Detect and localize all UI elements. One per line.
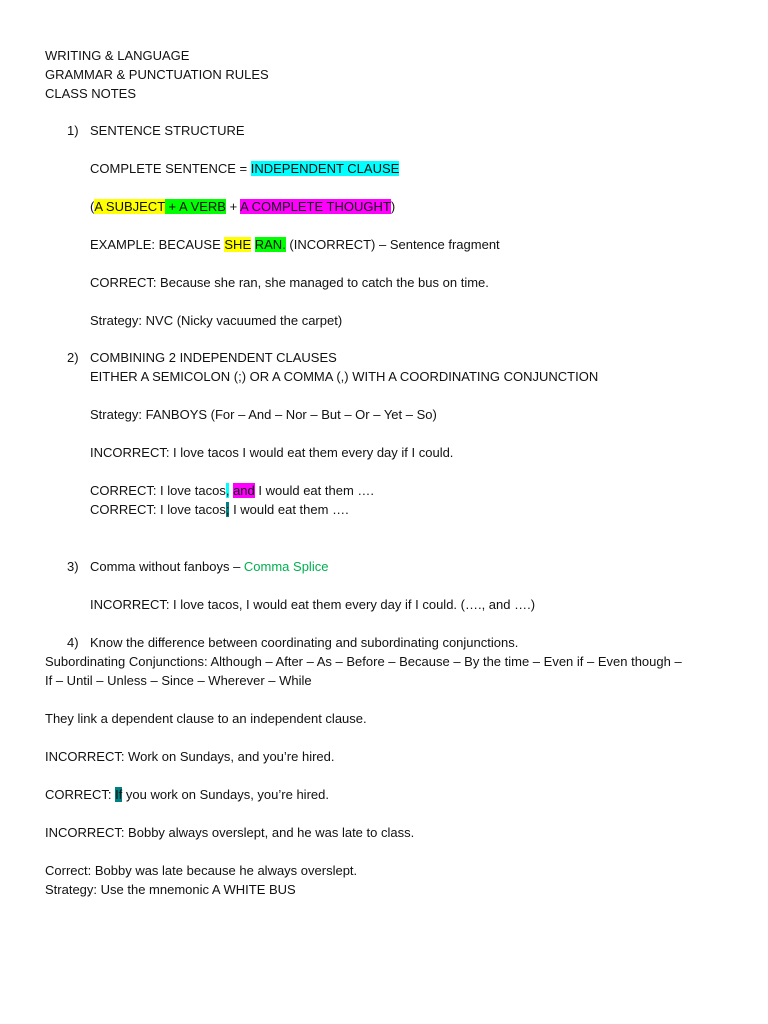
correct-sundays-line [45, 786, 329, 804]
she-highlight: SHE [224, 237, 252, 252]
section-3-title [90, 558, 328, 576]
correct-sundays-prefix: CORRECT: [45, 787, 116, 802]
section-4-number: 4) [67, 635, 79, 650]
subject-highlight: A SUBJECT [94, 199, 165, 214]
example-suffix: (INCORRECT) – Sentence fragment [285, 237, 500, 252]
verb-highlight: + A VERB [164, 199, 226, 214]
complete-thought-highlight: A COMPLETE THOUGHT [240, 199, 391, 214]
correct-semicolon-prefix: CORRECT: I love tacos [90, 502, 226, 517]
correct-example-line: CORRECT: Because she ran, she managed to catch the bus on time. [90, 275, 489, 290]
section-3-title-prefix: Comma without fanboys – [90, 559, 244, 574]
section-4-title: Know the difference between coordinating and subordinating conjunctions. [90, 635, 519, 650]
dependent-clause-note: They link a dependent clause to an independent clause. [45, 711, 367, 726]
white-bus-strategy-line: Strategy: Use the mnemonic A WHITE BUS [45, 882, 296, 897]
correct-and-prefix: CORRECT: I love tacos [90, 483, 226, 498]
section-1-number: 1) [67, 123, 79, 138]
correct-and-suffix: I would eat them …. [254, 483, 375, 498]
and-highlight: and [233, 483, 255, 498]
paren-close: ) [390, 199, 396, 214]
section-1-title: SENTENCE STRUCTURE [90, 123, 245, 138]
complete-sentence-line [90, 160, 399, 178]
comma-highlight: , [225, 483, 230, 498]
nvc-strategy-line: Strategy: NVC (Nicky vacuumed the carpet) [90, 313, 343, 328]
correct-semicolon-suffix: I would eat them …. [229, 502, 349, 517]
section-3-number: 3) [67, 559, 79, 574]
comma-splice-label: Comma Splice [243, 559, 329, 574]
paren-open: ( [90, 199, 95, 214]
ran-highlight: RAN. [254, 237, 286, 252]
correct-bobby-line: Correct: Bobby was late because he always overslept. [45, 863, 358, 878]
if-highlight: If [115, 787, 123, 802]
subordinating-list-line-1: Subordinating Conjunctions: Although – After – As – Before – Because – By the time – Even if – Even though – [45, 654, 682, 669]
sentence-parts-line [90, 198, 395, 216]
independent-clause-highlight: INDEPENDENT CLAUSE [250, 161, 400, 176]
example-prefix: EXAMPLE: BECAUSE [90, 237, 225, 252]
section-2-subtitle: EITHER A SEMICOLON (;) OR A COMMA (,) WITH A COORDINATING CONJUNCTION [90, 369, 599, 384]
doc-subtitle-line: GRAMMAR & PUNCTUATION RULES [45, 67, 269, 82]
fanboys-strategy-line: Strategy: FANBOYS (For – And – Nor – But – Or – Yet – So) [90, 407, 437, 422]
correct-sundays-suffix: you work on Sundays, you’re hired. [122, 787, 329, 802]
doc-class-notes-line: CLASS NOTES [45, 86, 137, 101]
subordinating-list-line-2: If – Until – Unless – Since – Wherever – While [45, 673, 312, 688]
comma-splice-incorrect-line: INCORRECT: I love tacos, I would eat them every day if I could. (…., and ….) [90, 597, 536, 612]
doc-title-line: WRITING & LANGUAGE [45, 48, 190, 63]
incorrect-bobby-line: INCORRECT: Bobby always overslept, and he was late to class. [45, 825, 415, 840]
incorrect-tacos-line: INCORRECT: I love tacos I would eat them every day if I could. [90, 445, 454, 460]
section-2-title: COMBINING 2 INDEPENDENT CLAUSES [90, 350, 337, 365]
complete-sentence-prefix: COMPLETE SENTENCE = [90, 161, 251, 176]
correct-semicolon-line [90, 501, 349, 519]
incorrect-sundays-line: INCORRECT: Work on Sundays, and you’re hired. [45, 749, 335, 764]
correct-and-line [90, 482, 374, 500]
semicolon-highlight: ; [225, 502, 230, 517]
plus-sign: + [225, 199, 241, 214]
example-line [90, 236, 500, 254]
section-2-number: 2) [67, 350, 79, 365]
